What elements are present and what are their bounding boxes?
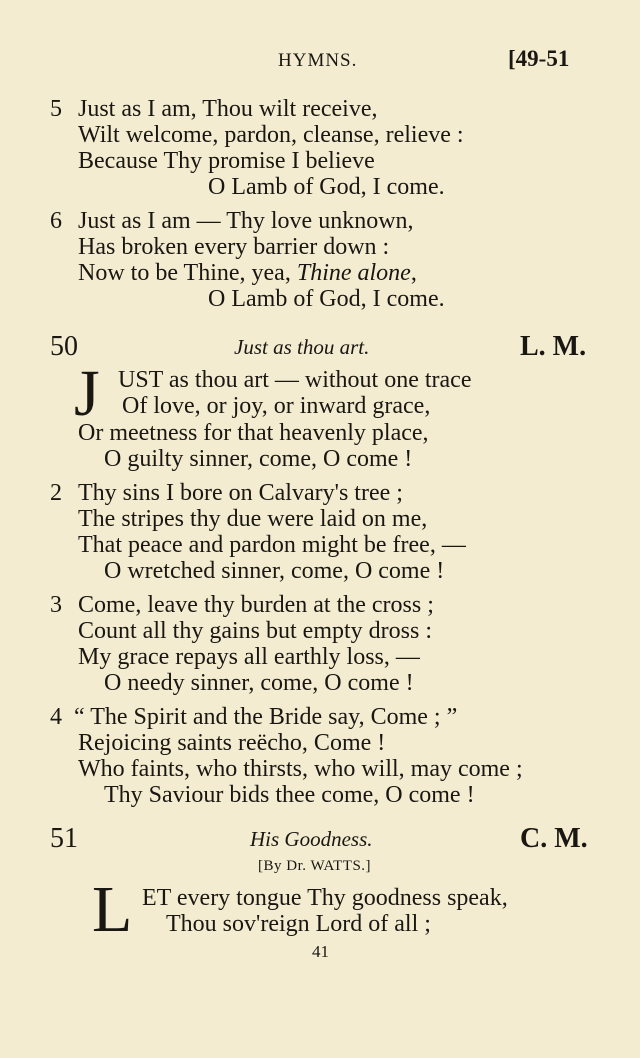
verse-number: 4: [50, 704, 62, 730]
verse-line: Come, leave thy burden at the cross ;: [78, 592, 434, 618]
verse-line: Has broken every barrier down :: [78, 234, 390, 260]
italic-phrase: Thine alone: [296, 260, 411, 286]
verse-line: Just as I am — Thy love unknown,: [78, 208, 414, 234]
hymn-author: [By Dr. WATTS.]: [258, 858, 372, 874]
verse-line: My grace repays all earthly loss, —: [78, 644, 420, 670]
verse-line: Of love, or joy, or inward grace,: [122, 393, 431, 419]
verse-line: Who faints, who thirsts, who will, may come ;: [78, 756, 523, 782]
verse-line: O wretched sinner, come, O come !: [104, 558, 445, 584]
hymn-meter: L. M.: [520, 331, 587, 362]
verse-line: O guilty sinner, come, O come !: [104, 446, 413, 472]
verse-line: Now to be Thine, yea, Thine alone,: [78, 260, 417, 286]
hymn-meter: C. M.: [520, 823, 588, 854]
verse-refrain: O Lamb of God, I come.: [208, 286, 445, 312]
verse-line: Just as I am, Thou wilt receive,: [78, 96, 378, 122]
hymn-number: 51: [50, 823, 78, 854]
hymn-title: Just as thou art.: [234, 335, 370, 359]
running-head: [0, 48, 640, 78]
verse-refrain: O Lamb of God, I come.: [208, 174, 445, 200]
hymn-title: His Goodness.: [250, 827, 373, 851]
verse-line: O needy sinner, come, O come !: [104, 670, 414, 696]
page-number: 41: [312, 942, 329, 961]
verse-line: Thou sov'reign Lord of all ;: [166, 911, 431, 937]
verse-line: “ The Spirit and the Bride say, Come ; ”: [74, 704, 458, 730]
verse-line: That peace and pardon might be free, —: [78, 532, 466, 558]
verse-line: Or meetness for that heavenly place,: [78, 420, 429, 446]
running-head-range: [49-51: [508, 46, 570, 71]
verse-line: Count all thy gains but empty dross :: [78, 618, 432, 644]
verse-number: 2: [50, 480, 62, 506]
verse-number: 3: [50, 592, 62, 618]
drop-cap: J: [74, 357, 100, 430]
hymn-number: 50: [50, 331, 78, 362]
verse-line: Rejoicing saints reëcho, Come !: [78, 730, 386, 756]
running-head-title: HYMNS.: [278, 50, 358, 71]
verse-line: The stripes thy due were laid on me,: [78, 506, 428, 532]
drop-cap: L: [92, 873, 133, 946]
verse-line: ET every tongue Thy goodness speak,: [142, 885, 508, 911]
verse-line: Because Thy promise I believe: [78, 148, 375, 174]
verse-line: Thy sins I bore on Calvary's tree ;: [78, 480, 403, 506]
verse-line: Wilt welcome, pardon, cleanse, relieve :: [78, 122, 464, 148]
verse-line: Thy Saviour bids thee come, O come !: [104, 782, 475, 808]
verse-number: 5: [50, 96, 62, 122]
verse-line: UST as thou art — without one trace: [118, 367, 472, 393]
verse-number: 6: [50, 208, 62, 234]
